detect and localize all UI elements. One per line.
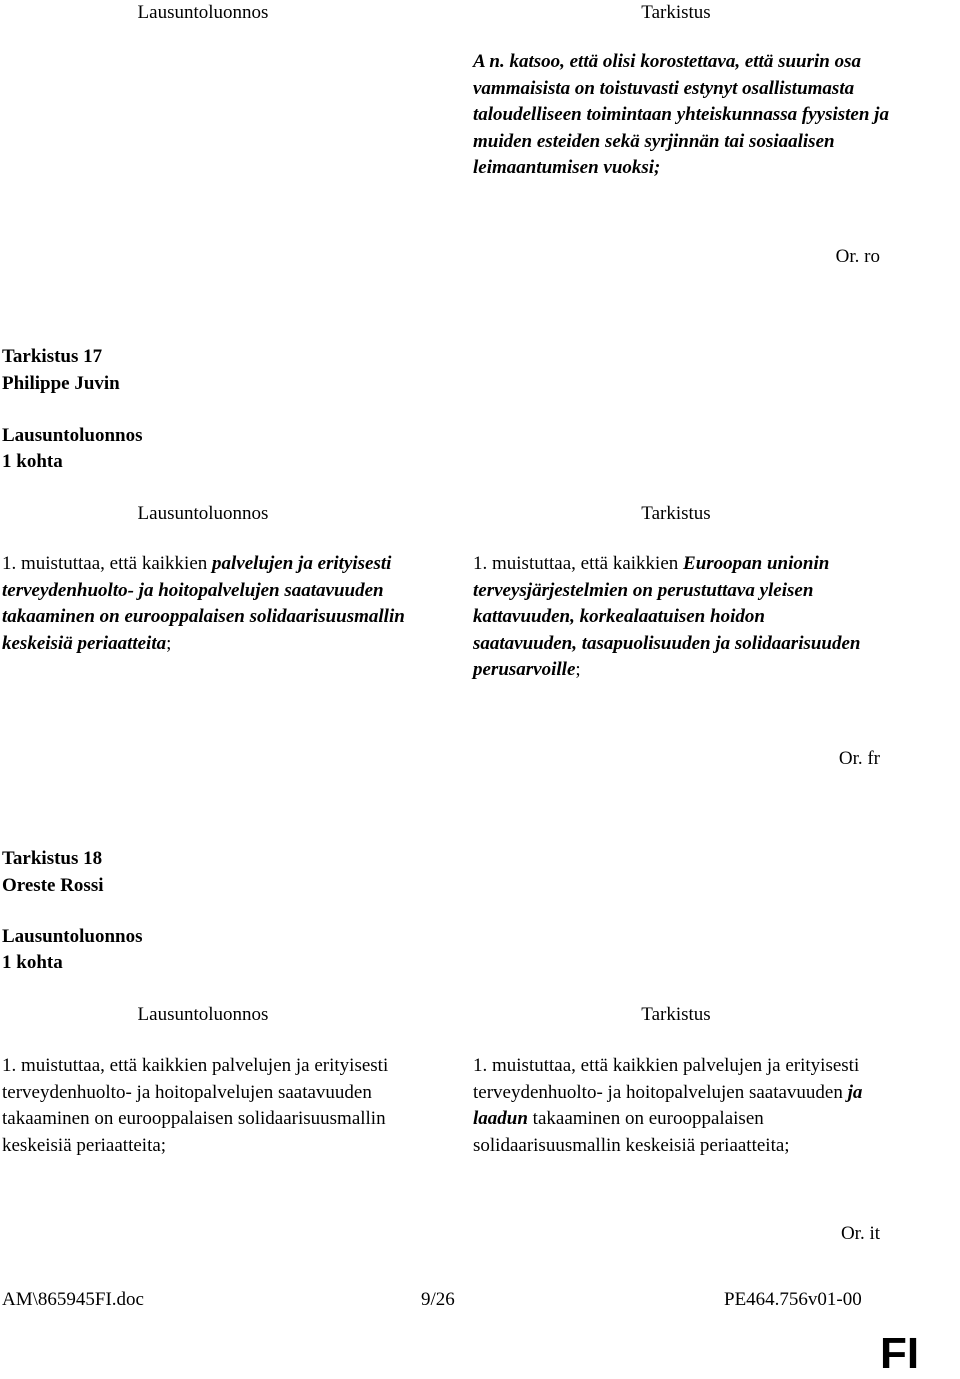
column-header-left: Lausuntoluonnos [137, 1004, 269, 1025]
amendment-title: Tarkistus 17 [2, 346, 103, 367]
text-plain: ; [166, 632, 172, 654]
original-language: Or. ro [835, 246, 880, 267]
language-code: FI [880, 1329, 920, 1378]
text-highlight: ja laadun [473, 1081, 863, 1129]
text-highlight: palvelujen ja erityisesti terveydenhuolto- ja hoitopalvelujen saatavuuden takaaminen on eurooppalaisen solidaarisuusmallin keskeisiä periaatteita [2, 553, 405, 654]
text-plain: takaaminen on eurooppalaisen solidaarisuusmallin keskeisiä periaatteita; [473, 1108, 790, 1156]
text-plain: ; [575, 659, 581, 680]
amendment-text-right [473, 551, 873, 684]
original-language: Or. it [840, 1223, 880, 1244]
text-plain: 1. muistuttaa, että kaikkien [2, 553, 213, 574]
amendment-text-right: A n. katsoo, että olisi korostettava, että suurin osa vammaisista on toistuvasti estynyt osallistumasta taloudelliseen toimintaan yhteiskunnassa fyysisten ja muiden esteiden sekä syrjinnän tai sosiaalisen leimaantumisen vuoksi; [473, 51, 889, 178]
footer-doc-ref: AM\865945FI.doc [2, 1289, 144, 1310]
draft-text-left [2, 551, 412, 657]
original-language: Or. fr [838, 748, 880, 769]
column-header-right: Tarkistus [641, 1004, 711, 1025]
document-name: Lausuntoluonnos [2, 425, 143, 446]
column-header-left: Lausuntoluonnos [137, 503, 269, 524]
amendment-author: Philippe Juvin [2, 373, 120, 394]
amendment-author: Oreste Rossi [2, 875, 104, 896]
paragraph-ref: 1 kohta [2, 952, 63, 973]
footer-pe-ref: PE464.756v01-00 [724, 1289, 862, 1310]
column-header-left: Lausuntoluonnos [137, 2, 269, 23]
text-highlight: Euroopan unionin terveysjärjestelmien on perustuttava yleisen kattavuuden, korkealaatuisen hoidon saatavuuden, tasapuolisuuden ja solidaarisuuden perusarvoille [473, 553, 861, 680]
paragraph-ref: 1 kohta [2, 451, 63, 472]
text-plain: 1. muistuttaa, että kaikkien [473, 553, 684, 574]
document-name: Lausuntoluonnos [2, 926, 143, 947]
column-header-right: Tarkistus [641, 503, 711, 524]
amendment-text-right [473, 1053, 873, 1159]
column-header-right: Tarkistus [641, 2, 711, 23]
amendment-title: Tarkistus 18 [2, 848, 103, 869]
text-plain: 1. muistuttaa, että kaikkien palvelujen ja erityisesti terveydenhuolto- ja hoitopalvelujen saatavuuden [473, 1055, 860, 1103]
footer-page-number: 9/26 [421, 1289, 455, 1310]
draft-text-left: 1. muistuttaa, että kaikkien palvelujen ja erityisesti terveydenhuolto- ja hoitopalvelujen saatavuuden takaaminen on eurooppalaisen solidaarisuusmallin keskeisiä periaatteita; [2, 1055, 389, 1156]
